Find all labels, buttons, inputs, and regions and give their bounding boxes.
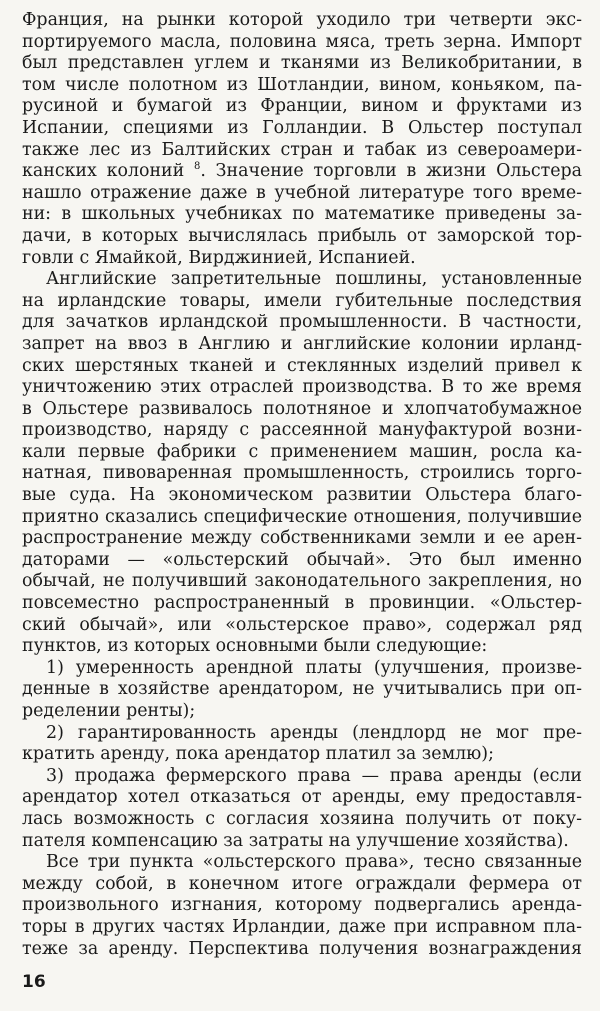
text-line: том числе полотном из Шотландии, вином, коньяком, па-	[22, 74, 582, 95]
text-line: торы в других частях Ирландии, даже при исправном пла-	[22, 916, 582, 937]
text-line: в Ольстере развивалось полотняное и хлопчатобумажное	[22, 398, 582, 419]
text-line: уничтожению этих отраслей производства. В то же время	[22, 377, 582, 398]
text-line-with-footnote	[22, 161, 582, 183]
text-line: пунктов, из которых основными были следующие:	[22, 636, 488, 657]
text-line: был представлен углем и тканями из Великобритании, в	[22, 53, 582, 74]
text-line: Испании, специями из Голландии. В Ольстер поступал	[22, 117, 582, 138]
text-line: дачи, в которых вычислялась прибыль от заморской тор-	[22, 225, 582, 246]
text-line: натная, пивоваренная промышленность, строились торго-	[22, 463, 582, 484]
text-line: ский обычай», или «ольстерское право», содержал ряд	[22, 614, 582, 635]
text-line: также лес из Балтийских стран и табак из североамери-	[22, 139, 582, 160]
paragraph-2	[22, 269, 582, 658]
text-line: даторами — «ольстерский обычай». Это был именно	[22, 549, 582, 570]
text-line: распространение между собственниками земли и ее арен-	[22, 528, 582, 549]
text-line: арендатор хотел отказаться от аренды, ему предоставля-	[22, 787, 582, 808]
text-line: 3) продажа фермерского права — права аренды (если	[46, 765, 582, 786]
text-line: ских шерстяных тканей и стеклянных изделий привел к	[22, 355, 582, 376]
text-line: кали первые фабрики с применением машин, росла ка-	[22, 441, 582, 462]
text-line: говли с Ямайкой, Вирджинией, Испанией.	[22, 247, 416, 268]
paragraph-1	[22, 10, 582, 269]
text-line: повсеместно распространенный в провинции. «Ольстер-	[22, 593, 582, 614]
paragraph-3	[22, 852, 582, 960]
text-line: русиной и бумагой из Франции, вином и фруктами из	[22, 96, 582, 117]
text-line: запрет на ввоз в Англию и английские колонии ирланд-	[22, 333, 582, 354]
text-line: ределении ренты);	[22, 701, 196, 721]
text-fragment: . Значение торговли в жизни Ольстера	[200, 161, 582, 182]
text-line: вые суда. На экономическом развитии Ольстера благо-	[22, 485, 582, 506]
text-line: для зачатков ирландской промышленности. В частности,	[22, 312, 582, 333]
text-line: на ирландские товары, имели губительные последствия	[22, 290, 582, 311]
footnote-marker[interactable]: 8	[194, 161, 201, 173]
text-line: кратить аренду, пока арендатор платил за землю);	[22, 744, 494, 765]
list-item-1	[22, 658, 582, 723]
page-number: 16	[22, 972, 46, 992]
text-line: ни: в школьных учебниках по математике приведены за-	[22, 204, 582, 225]
list-item-2	[22, 723, 582, 766]
text-line: Английские запретительные пошлины, установленные	[46, 269, 582, 290]
text-line: произвольного изгнания, которому подвергались аренда-	[22, 895, 582, 916]
text-line: Все три пункта «ольстерского права», тесно связанные	[46, 852, 582, 873]
list-item-3	[22, 766, 582, 852]
text-line: производство, наряду с рассеянной мануфактурой возни-	[22, 420, 582, 441]
text-line: приятно сказались специфические отношения, получившие	[22, 506, 582, 527]
text-line: лась возможность с согласия хозяина получить от поку-	[22, 808, 582, 829]
text-line: теже за аренду. Перспектива получения вознаграждения	[22, 938, 582, 959]
text-line: портируемого масла, половина мяса, треть зерна. Импорт	[22, 31, 582, 52]
text-line: 1) умеренность арендной платы (улучшения, произве-	[46, 657, 582, 678]
text-line: между собой, в конечном итоге ограждали фермера от	[22, 873, 582, 894]
text-line: обычай, не получивший законодательного закрепления, но	[22, 571, 582, 592]
text-line: 2) гарантированность аренды (лендлорд не мог пре-	[46, 722, 582, 743]
body-text	[22, 10, 582, 960]
text-line: пателя компенсацию за затраты на улучшение хозяйства).	[22, 830, 569, 851]
text-line: Франция, на рынки которой уходило три четверти экс-	[22, 10, 582, 30]
text-line: денные в хозяйстве арендатором, не учитывались при оп-	[22, 679, 582, 700]
text-fragment: канских колоний	[22, 161, 185, 182]
text-line: нашло отражение даже в учебной литературе того време-	[22, 182, 582, 203]
